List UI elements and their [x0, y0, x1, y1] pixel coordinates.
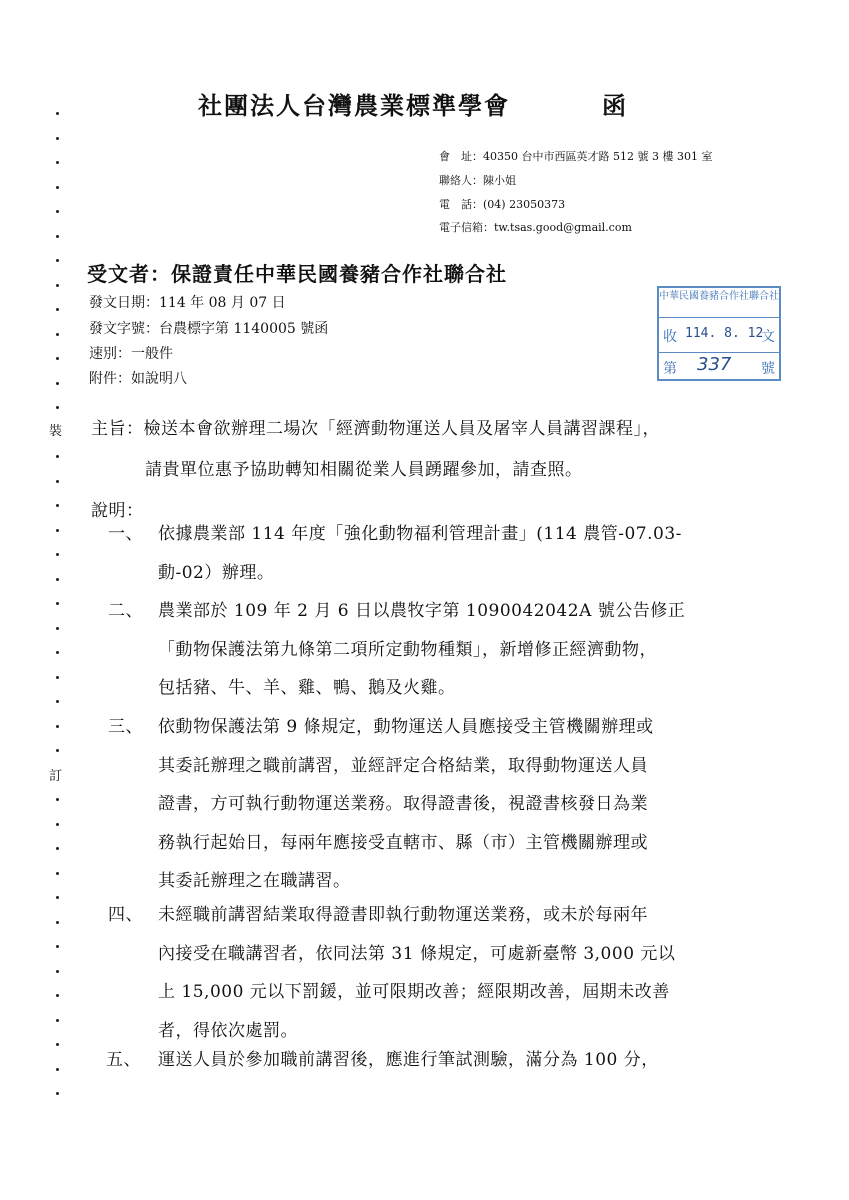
item-text-line: 包括豬、牛、羊、雞、鴨、鵝及火雞。: [158, 678, 456, 698]
binding-dot: [56, 529, 59, 532]
item-text-line: 內接受在職講習者，依同法第 31 條規定，可處新臺幣 3,000 元以: [158, 944, 676, 964]
binding-dot: [56, 235, 59, 238]
item-number: 四、: [108, 905, 143, 925]
delivery-speed: 速別：一般件: [89, 346, 173, 362]
binding-dot: [56, 1068, 59, 1071]
subject-line-1: 主旨：檢送本會欲辦理二場次「經濟動物運送人員及屠宰人員講習課程」，: [91, 419, 660, 439]
stamp-date: 114. 8. 12: [685, 326, 764, 341]
binding-dot: [56, 259, 59, 262]
binding-dot: [56, 308, 59, 311]
binding-dot: [56, 896, 59, 899]
binding-dot: [56, 1043, 59, 1046]
binding-dot: [56, 137, 59, 140]
recipient: 受文者：保證責任中華民國養豬合作社聯合社: [87, 262, 507, 286]
binding-dot: [56, 553, 59, 556]
binding-dot: [56, 725, 59, 728]
binding-dot: [56, 480, 59, 483]
stamp-number-suffix: 號: [761, 361, 775, 377]
item-text-line: 動-02）辦理。: [158, 563, 275, 583]
binding-dot: [56, 1092, 59, 1095]
stamp-organization: 中華民國養豬合作社聯合社: [659, 288, 779, 318]
contact-address: 會 址：40350 台中市西區英才路 512 號 3 樓 301 室: [439, 150, 713, 163]
binding-dot: [56, 186, 59, 189]
item-number: 三、: [108, 717, 143, 737]
item-text-line: 農業部於 109 年 2 月 6 日以農牧字第 1090042042A 號公告修正: [158, 601, 686, 621]
stamp-number: 337: [697, 354, 732, 375]
item-text-line: 未經職前講習結業取得證書即執行動物運送業務，或未於每兩年: [158, 905, 648, 925]
binding-mark-ding: 訂: [49, 769, 63, 784]
contact-email: 電子信箱：tw.tsas.good@gmail.com: [439, 221, 632, 234]
binding-dot: [56, 994, 59, 997]
binding-dot: [56, 284, 59, 287]
binding-dot: [56, 798, 59, 801]
stamp-number-label: 第: [663, 361, 677, 377]
item-text-line: 依據農業部 114 年度「強化動物福利管理計畫」(114 農管-07.03-: [158, 524, 682, 544]
binding-dot: [56, 602, 59, 605]
binding-dot: [56, 112, 59, 115]
binding-dot: [56, 357, 59, 360]
document-number: 發文字號：台農標字第 1140005 號函: [89, 321, 329, 337]
item-text-line: 依動物保護法第 9 條規定，動物運送人員應接受主管機關辦理或: [158, 717, 654, 737]
binding-dot: [56, 921, 59, 924]
item-text-line: 上 15,000 元以下罰鍰，並可限期改善；經限期改善，屆期未改善: [158, 982, 670, 1002]
binding-dot: [56, 651, 59, 654]
item-text-line: 者，得依次處罰。: [158, 1021, 298, 1041]
binding-dot: [56, 210, 59, 213]
document-type: 函: [602, 91, 626, 120]
explanation-label: 說明：: [91, 501, 144, 521]
binding-dot: [56, 676, 59, 679]
issue-date: 發文日期：114 年 08 月 07 日: [89, 295, 286, 311]
binding-dot: [56, 504, 59, 507]
item-number: 一、: [108, 524, 143, 544]
item-text-line: 「動物保護法第九條第二項所定動物種類」，新增修正經濟動物，: [158, 640, 657, 660]
binding-dot: [56, 749, 59, 752]
binding-dot: [56, 1019, 59, 1022]
item-text-line: 其委託辦理之在職講習。: [158, 871, 351, 891]
binding-dot: [56, 627, 59, 630]
binding-dot: [56, 161, 59, 164]
contact-phone: 電 話：(04) 23050373: [439, 198, 566, 211]
binding-dot: [56, 872, 59, 875]
binding-dot: [56, 333, 59, 336]
attachment-note: 附件：如說明八: [89, 371, 187, 387]
contact-person: 聯絡人：陳小姐: [439, 174, 516, 187]
item-text-line: 證書，方可執行動物運送業務。取得證書後，視證書核發日為業: [158, 794, 648, 814]
binding-dot: [56, 970, 59, 973]
binding-dot: [56, 823, 59, 826]
binding-dot: [56, 847, 59, 850]
item-number: 二、: [108, 601, 143, 621]
binding-dot: [56, 406, 59, 409]
subject-line-2: 請貴單位惠予協助轉知相關從業人員踴躍參加，請查照。: [145, 460, 583, 480]
item-number: 五、: [106, 1050, 141, 1070]
binding-dot: [56, 700, 59, 703]
binding-dot: [56, 382, 59, 385]
binding-dot: [56, 578, 59, 581]
binding-dot: [56, 455, 59, 458]
binding-mark-zhuang: 裝: [49, 424, 63, 439]
document-title: 社團法人台灣農業標準學會: [198, 91, 510, 120]
item-text-line: 務執行起始日，每兩年應接受直轄市、縣（市）主管機關辦理或: [158, 833, 648, 853]
stamp-day-label: 文: [761, 329, 775, 345]
item-text-line: 其委託辦理之職前講習，並經評定合格結業，取得動物運送人員: [158, 756, 648, 776]
received-stamp: [657, 286, 781, 381]
item-text-line: 運送人員於參加職前講習後，應進行筆試測驗，滿分為 100 分，: [158, 1050, 659, 1070]
stamp-received-label: 收: [663, 329, 677, 345]
binding-dot: [56, 945, 59, 948]
